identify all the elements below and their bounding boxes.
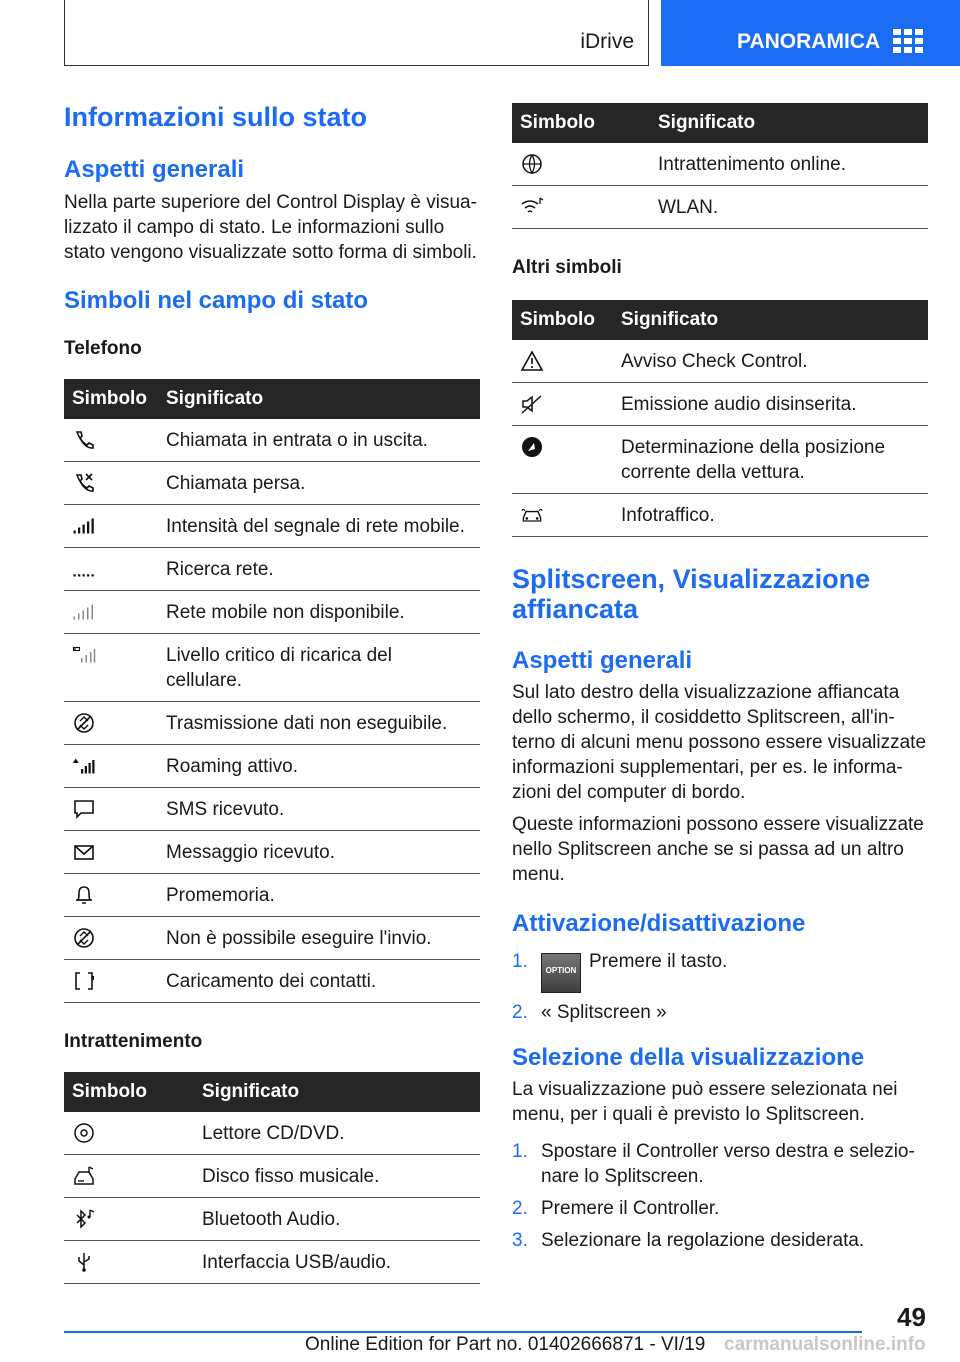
- row-meaning: Messaggio ricevuto.: [158, 831, 480, 874]
- table-row: [64, 960, 480, 1003]
- row-meaning: Rete mobile non disponibile.: [158, 591, 480, 634]
- contacts-loading-icon: [72, 970, 96, 992]
- row-meaning: Caricamento dei contatti.: [158, 960, 480, 1003]
- header-section-label: iDrive: [580, 30, 634, 53]
- row-meaning: Ricerca rete.: [158, 548, 480, 591]
- step-number: 1.: [512, 951, 528, 972]
- table-row: [64, 702, 480, 745]
- column-header-symbol: Simbolo: [64, 1072, 194, 1112]
- footer-edition: Online Edition for Part no. 01402666871 - VI/19: [305, 1334, 706, 1355]
- phone-heading: Telefono: [64, 338, 142, 359]
- row-meaning: Bluetooth Audio.: [194, 1198, 480, 1241]
- selection-heading: Selezione della visualizzazione: [512, 1044, 865, 1071]
- splitscreen-text-2: Queste informazioni possono essere visualizzate nello Splitscreen anche se si passa ad un altro menu.: [512, 814, 924, 885]
- table-row: [64, 1241, 480, 1284]
- splitscreen-general-heading: Aspetti generali: [512, 647, 693, 674]
- table-row: [64, 1198, 480, 1241]
- wlan-icon: [520, 196, 544, 218]
- row-meaning: Trasmissione dati non eseguibile.: [158, 702, 480, 745]
- send-blocked-icon: [72, 927, 96, 949]
- row-meaning: SMS ricevuto.: [158, 788, 480, 831]
- overview-tab[interactable]: [661, 0, 960, 66]
- row-meaning: Non è possibile eseguire l'invio.: [158, 917, 480, 960]
- table-row: [64, 462, 480, 505]
- other-symbols-table: [512, 300, 928, 537]
- phone-table: [64, 379, 480, 1003]
- row-meaning: Lettore CD/DVD.: [194, 1112, 480, 1155]
- page-number: 49: [897, 1302, 926, 1332]
- activation-steps: [512, 949, 928, 1025]
- table-row: [512, 340, 928, 383]
- overview-tab-label: PANORAMICA: [737, 30, 881, 53]
- splitscreen-text-1: Sul lato destro della visualizzazione affiancata dello schermo, il cosiddetto Splitscreen, all'interno di alcuni menu possono essere visualizzate informazioni supplementari, per es. le informazioni del computer di bordo.: [512, 682, 927, 803]
- data-blocked-icon: [72, 712, 96, 734]
- list-item: [512, 1000, 928, 1025]
- step-number: 2.: [512, 1198, 528, 1219]
- step-text: Spostare il Controller verso destra e selezionare lo Splitscreen.: [541, 1141, 915, 1187]
- step-number: 3.: [512, 1230, 528, 1251]
- page-title: Informazioni sullo stato: [64, 102, 368, 132]
- row-meaning: Emissione audio disinserita.: [613, 383, 928, 426]
- column-header-meaning: Significato: [650, 103, 928, 143]
- column-header-meaning: Significato: [194, 1072, 480, 1112]
- row-meaning: Chiamata persa.: [158, 462, 480, 505]
- row-meaning: Livello critico di ricarica del cellulare.: [158, 634, 480, 702]
- phone-call-icon: [72, 429, 96, 451]
- low-battery-icon: [72, 644, 96, 666]
- entertainment-table: [64, 1072, 480, 1284]
- row-meaning: Determinazione della posizione corrente della vettura.: [613, 426, 928, 494]
- bell-icon: [72, 884, 96, 906]
- list-item: [512, 949, 928, 993]
- list-item: [512, 1228, 928, 1253]
- table-row: [64, 1155, 480, 1198]
- table-row: [64, 591, 480, 634]
- table-row: [64, 788, 480, 831]
- usb-icon: [72, 1251, 96, 1273]
- mute-icon: [520, 393, 544, 415]
- table-row: [64, 505, 480, 548]
- general-text: Nella parte superiore del Control Display è visualizzato il campo di stato. Le informazioni sullo stato vengono visualizzate sotto forma di simboli.: [64, 192, 477, 263]
- column-header-meaning: Significato: [158, 379, 480, 419]
- entertainment-heading: Intrattenimento: [64, 1031, 203, 1052]
- right-column: [512, 103, 928, 1260]
- other-symbols-heading: Altri simboli: [512, 257, 622, 278]
- option-key-icon: OPTION: [541, 953, 581, 993]
- row-meaning: Intensità del segnale di rete mobile.: [158, 505, 480, 548]
- online-entertainment-icon: [520, 153, 544, 175]
- missed-call-icon: [72, 472, 96, 494]
- column-header-symbol: Simbolo: [64, 379, 158, 419]
- step-text: Selezionare la regolazione desiderata.: [541, 1230, 865, 1251]
- warning-triangle-icon: [520, 350, 544, 372]
- list-item: [512, 1139, 928, 1189]
- table-row: [512, 426, 928, 494]
- status-heading: Simboli nel campo di stato: [64, 287, 369, 314]
- row-meaning: WLAN.: [650, 186, 928, 229]
- row-meaning: Infotraffico.: [613, 494, 928, 537]
- left-column: [64, 100, 480, 1284]
- hard-disk-icon: [72, 1165, 96, 1187]
- table-row: [64, 634, 480, 702]
- network-search-icon: [72, 558, 96, 580]
- online-table: [512, 103, 928, 229]
- list-item: [512, 1196, 928, 1221]
- table-row: [64, 419, 480, 462]
- row-meaning: Interfaccia USB/audio.: [194, 1241, 480, 1284]
- row-meaning: Disco fisso musicale.: [194, 1155, 480, 1198]
- column-header-symbol: Simbolo: [512, 103, 650, 143]
- table-row: [64, 917, 480, 960]
- table-row: [64, 874, 480, 917]
- roaming-icon: [72, 755, 96, 777]
- step-text: « Splitscreen »: [541, 1002, 667, 1023]
- position-icon: [520, 436, 544, 458]
- selection-text: La visualizzazione può essere selezionata nei menu, per i quali è previsto lo Splitscreen.: [512, 1079, 898, 1125]
- step-number: 2.: [512, 1002, 528, 1023]
- signal-strength-icon: [72, 515, 96, 537]
- table-row: [64, 1112, 480, 1155]
- row-meaning: Promemoria.: [158, 874, 480, 917]
- table-row: [512, 383, 928, 426]
- bluetooth-audio-icon: [72, 1208, 96, 1230]
- table-row: [64, 548, 480, 591]
- footer-divider: [64, 1331, 862, 1333]
- step-number: 1.: [512, 1141, 528, 1162]
- watermark: carmanualsonline.info: [724, 1334, 926, 1355]
- step-text: Premere il Controller.: [541, 1198, 720, 1219]
- column-header-symbol: Simbolo: [512, 300, 613, 340]
- activation-heading: Attivazione/disattivazione: [512, 910, 806, 937]
- step-text: Premere il tasto.: [589, 951, 728, 972]
- table-row: [64, 745, 480, 788]
- envelope-icon: [72, 841, 96, 863]
- sms-icon: [72, 798, 96, 820]
- splitscreen-title: Splitscreen, Visualizzazione affiancata: [512, 564, 871, 624]
- cd-icon: [72, 1122, 96, 1144]
- table-row: [512, 143, 928, 186]
- selection-steps: [512, 1139, 928, 1253]
- table-row: [512, 186, 928, 229]
- grid-icon: [893, 29, 923, 53]
- general-heading: Aspetti generali: [64, 156, 245, 183]
- row-meaning: Avviso Check Control.: [613, 340, 928, 383]
- row-meaning: Intrattenimento online.: [650, 143, 928, 186]
- row-meaning: Chiamata in entrata o in uscita.: [158, 419, 480, 462]
- no-network-icon: [72, 601, 96, 623]
- table-row: [512, 494, 928, 537]
- traffic-info-icon: [520, 504, 544, 526]
- header-section-box: [64, 0, 649, 66]
- row-meaning: Roaming attivo.: [158, 745, 480, 788]
- table-row: [64, 831, 480, 874]
- column-header-meaning: Significato: [613, 300, 928, 340]
